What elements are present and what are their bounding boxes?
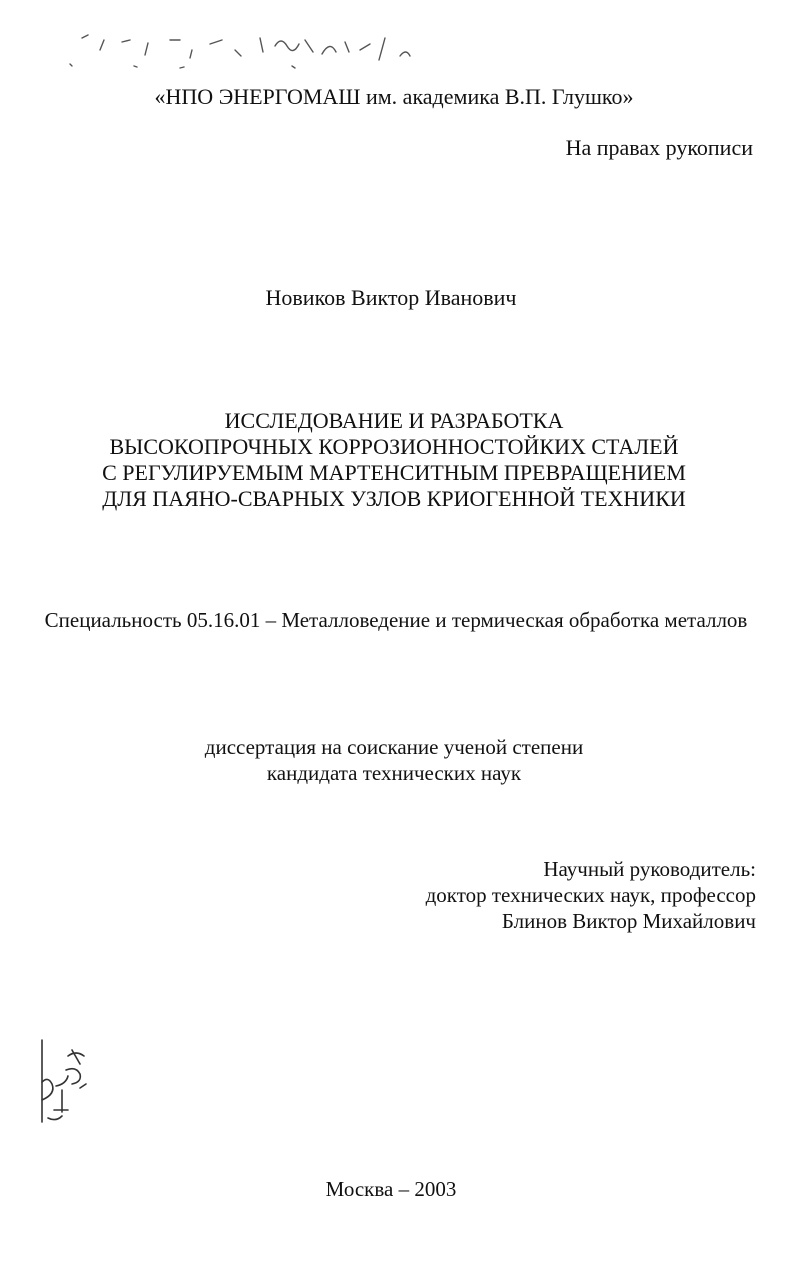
organization-name: «НПО ЭНЕРГОМАШ им. академика В.П. Глушко» <box>154 84 634 109</box>
place-and-year: Москва – 2003 <box>325 1177 457 1201</box>
degree-line: кандидата технических наук <box>266 761 522 785</box>
manuscript-note: На правах рукописи <box>565 135 753 160</box>
handwritten-signature-mark <box>28 1030 98 1130</box>
title-line: ДЛЯ ПАЯНО-СВАРНЫХ УЗЛОВ КРИОГЕННОЙ ТЕХНИКИ <box>102 486 686 511</box>
supervisor-label: Научный руководитель: <box>543 857 756 881</box>
author-name: Новиков Виктор Иванович <box>265 285 517 310</box>
degree-line: диссертация на соискание ученой степени <box>204 735 584 759</box>
title-line: С РЕГУЛИРУЕМЫМ МАРТЕНСИТНЫМ ПРЕВРАЩЕНИЕМ <box>102 460 686 485</box>
title-line: ИССЛЕДОВАНИЕ И РАЗРАБОТКА <box>224 408 564 433</box>
specialty-line: Специальность 05.16.01 – Металловедение и термическая обработка металлов <box>44 608 748 632</box>
dissertation-title <box>0 408 788 512</box>
scan-artifact-marks <box>60 20 430 80</box>
supervisor-block <box>426 856 756 934</box>
title-line: ВЫСОКОПРОЧНЫХ КОРРОЗИОННОСТОЙКИХ СТАЛЕЙ <box>109 434 679 459</box>
supervisor-name: Блинов Виктор Михайлович <box>501 909 756 933</box>
degree-statement <box>0 734 788 786</box>
supervisor-rank: доктор технических наук, профессор <box>425 883 756 907</box>
